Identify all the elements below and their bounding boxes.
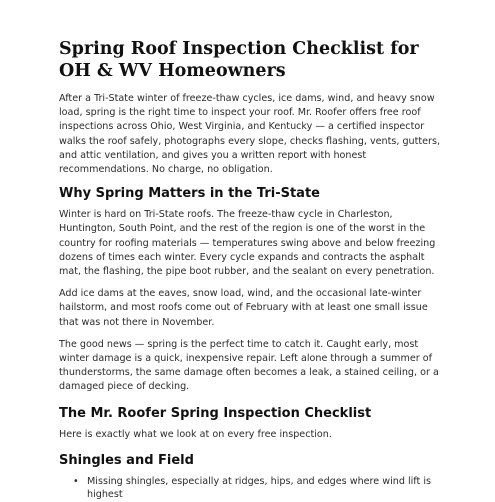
why-paragraph-2: Add ice dams at the eaves, snow load, wind, and the occasional late-winter hailstorm, and most roofs come out of February with at least one small issue that was not there in November. bbox=[59, 288, 428, 328]
shingles-list bbox=[59, 475, 445, 502]
article-title: Spring Roof Inspection Checklist for OH & WV Homeowners bbox=[59, 39, 419, 81]
section-heading-checklist: The Mr. Roofer Spring Inspection Checklist bbox=[59, 405, 372, 421]
section-heading-shingles: Shingles and Field bbox=[59, 452, 194, 468]
bullet-icon: • bbox=[73, 475, 79, 487]
list-item bbox=[59, 475, 445, 502]
why-paragraph-1: Winter is hard on Tri-State roofs. The freeze-thaw cycle in Charleston, Huntington, South Point, and the rest of the region is one of the worst in the country for roofing materials — temperatures swing above and below freezing dozens of times each winter. Every cycle expands and contracts the asphalt mat, the flashing, the pipe boot rubber, and the sealant on every penetration. bbox=[59, 209, 436, 278]
list-item-text: Missing shingles, especially at ridges, hips, and edges where wind lift is highest bbox=[87, 475, 431, 501]
why-paragraph-3: The good news — spring is the perfect time to catch it. Caught early, most winter damage is a quick, inexpensive repair. Left alone through a summer of thunderstorms, the same damage often becomes a leak, a stained ceiling, or a damaged piece of decking. bbox=[59, 338, 439, 393]
checklist-intro: Here is exactly what we look at on every free inspection. bbox=[59, 428, 332, 440]
section-heading-why-spring: Why Spring Matters in the Tri-State bbox=[59, 186, 320, 202]
intro-paragraph: After a Tri-State winter of freeze-thaw cycles, ice dams, wind, and heavy snow load, spring is the right time to inspect your roof. Mr. Roofer offers free roof inspections across Ohio, West Virginia, and Kentucky — a certified inspector walks the roof safely, photographs every slope, checks flashing, vents, gutters, and attic ventilation, and gives you a written report with honest recommendations. No charge, no obligation. bbox=[59, 93, 441, 176]
